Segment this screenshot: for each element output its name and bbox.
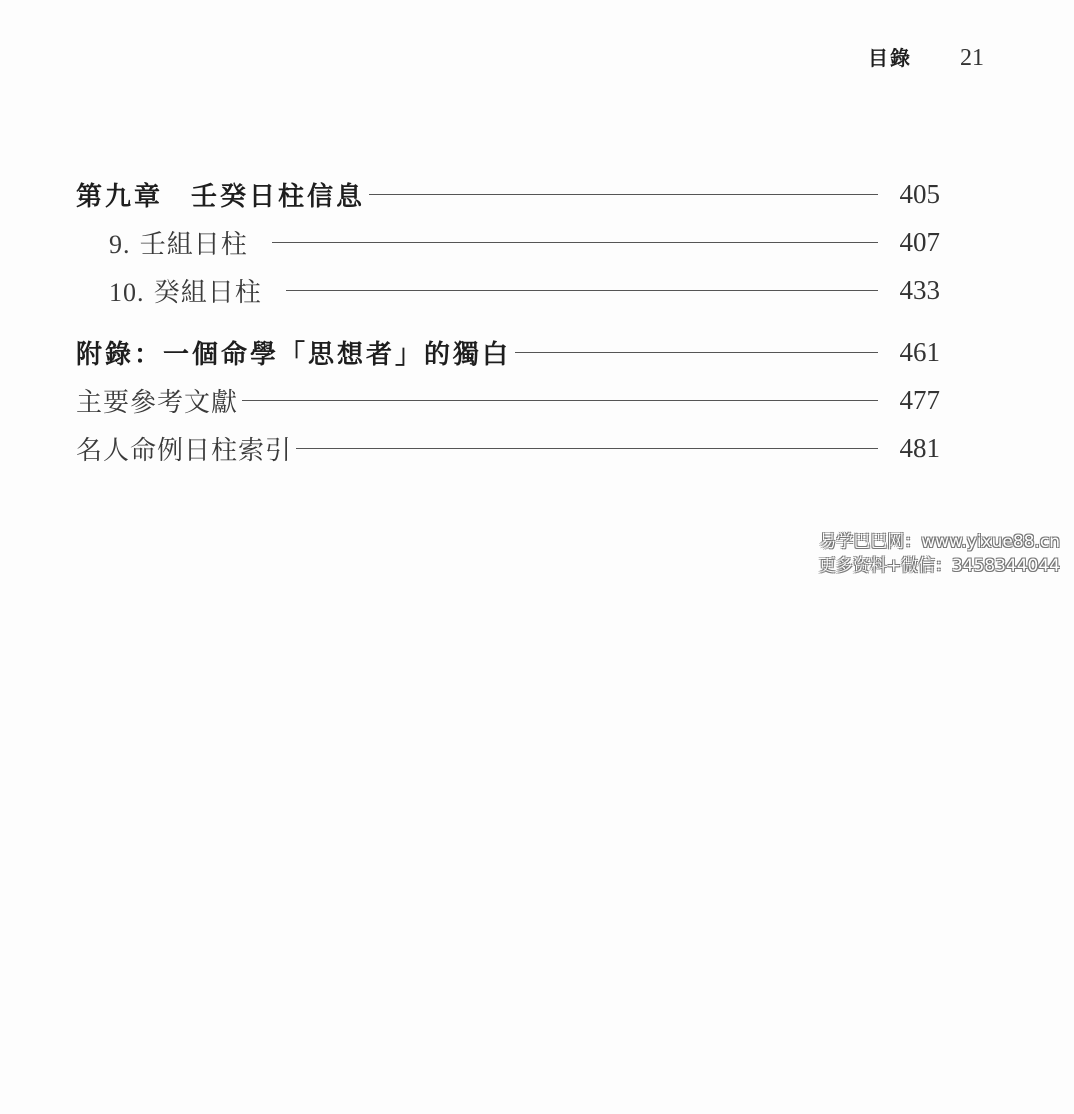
- section-title: 癸組日柱: [153, 277, 262, 308]
- watermark-line-2: 更多资料+微信：3458344044: [818, 556, 1060, 576]
- chapter-number: 第九章: [76, 181, 164, 212]
- leader-line: [296, 448, 878, 449]
- toc-entry-appendix[interactable]: [76, 328, 940, 376]
- watermark-line-1: 易学巴巴网：www.yixue88.cn: [819, 532, 1060, 552]
- toc-page-number: 461: [899, 336, 940, 367]
- toc-page-number: 481: [899, 432, 940, 463]
- running-header-title: 目錄: [868, 46, 912, 70]
- section-number: 10.: [109, 277, 145, 307]
- toc-entry-label: 主要參考文獻: [76, 387, 239, 418]
- toc-entry-chapter-9[interactable]: [76, 170, 940, 218]
- leader-line: [515, 352, 878, 353]
- table-of-contents: [76, 170, 940, 472]
- watermark: [819, 530, 1060, 578]
- toc-entry-label: [76, 224, 248, 261]
- toc-entry-index[interactable]: [76, 424, 940, 472]
- toc-page-number: 433: [899, 274, 940, 305]
- toc-entry-label: [76, 272, 262, 309]
- toc-entry-label: 名人命例日柱索引: [76, 435, 293, 466]
- chapter-title: 壬癸日柱信息: [191, 181, 366, 212]
- page-number: 21: [960, 45, 984, 71]
- page-header: [868, 42, 984, 72]
- toc-entry-section-9[interactable]: [76, 218, 940, 266]
- toc-page-number: 477: [899, 384, 940, 415]
- toc-entry-label: 附錄：一個命學「思想者」的獨白: [76, 339, 512, 370]
- toc-entry-section-10[interactable]: [76, 266, 940, 314]
- leader-line: [369, 194, 878, 195]
- toc-page-number: 407: [899, 226, 940, 257]
- leader-line: [286, 290, 878, 291]
- toc-page-number: 405: [899, 178, 940, 209]
- leader-line: [272, 242, 878, 243]
- toc-entry-label: [76, 176, 365, 213]
- section-title: 壬組日柱: [139, 229, 248, 260]
- section-number: 9.: [109, 229, 131, 259]
- leader-line: [242, 400, 878, 401]
- toc-entry-references[interactable]: [76, 376, 940, 424]
